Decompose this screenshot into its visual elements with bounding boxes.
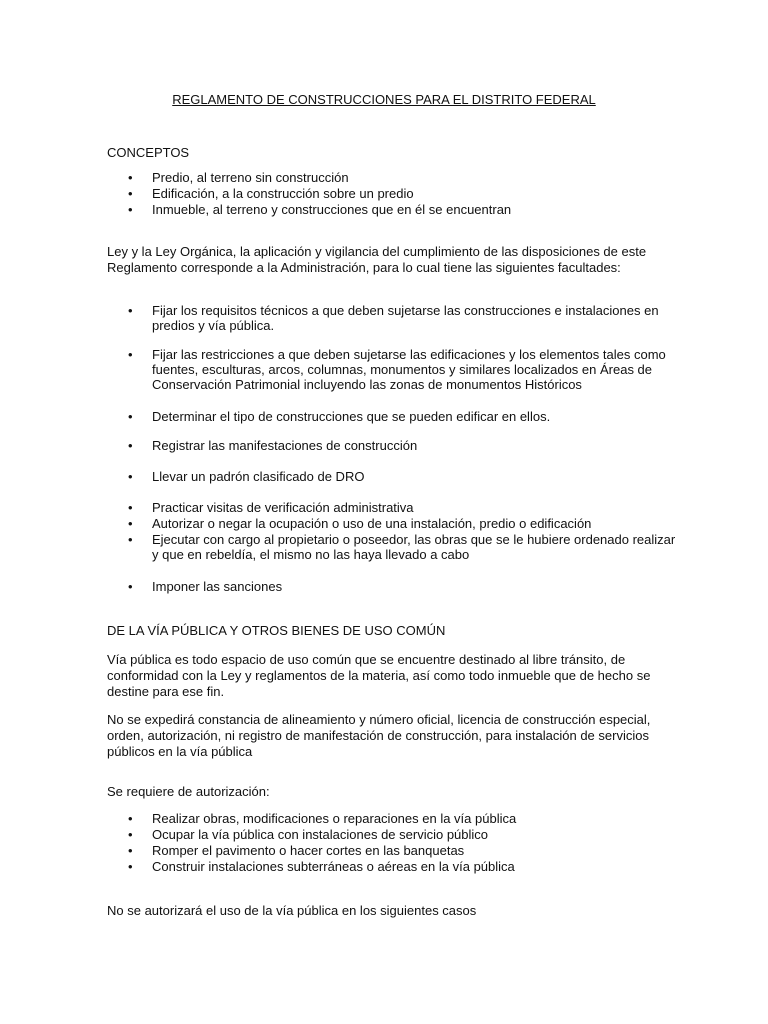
facultad-item-continuation: predios y vía pública. bbox=[152, 318, 275, 333]
facultad-item: Llevar un padrón clasificado de DRO bbox=[152, 469, 365, 484]
facultad-item-continuation: y que en rebeldía, el mismo no las haya llevado a cabo bbox=[152, 547, 470, 562]
bullet-icon: • bbox=[128, 303, 133, 318]
bullet-icon: • bbox=[128, 532, 133, 547]
bullet-icon: • bbox=[128, 843, 133, 858]
facultad-item: Registrar las manifestaciones de construcción bbox=[152, 438, 418, 453]
via-publica-paragraph-line: conformidad con la Ley y reglamentos de la materia, así como todo inmueble que de hecho se bbox=[107, 668, 651, 683]
concepto-item: Edificación, a la construcción sobre un predio bbox=[152, 186, 414, 201]
bullet-icon: • bbox=[128, 186, 133, 201]
via-publica-paragraph-line: destine para ese fin. bbox=[107, 684, 225, 699]
autorizacion-item: Romper el pavimento o hacer cortes en las banquetas bbox=[152, 843, 465, 858]
bullet-icon: • bbox=[128, 202, 133, 217]
intro-paragraph-line: Reglamento corresponde a la Administración, para lo cual tiene las siguientes facultades: bbox=[107, 260, 621, 275]
bullet-icon: • bbox=[128, 516, 133, 531]
bullet-icon: • bbox=[128, 347, 133, 362]
concepto-item: Predio, al terreno sin construcción bbox=[152, 170, 349, 185]
bullet-icon: • bbox=[128, 811, 133, 826]
document-title: REGLAMENTO DE CONSTRUCCIONES PARA EL DISTRITO FEDERAL bbox=[172, 92, 596, 107]
facultad-item: Practicar visitas de verificación administrativa bbox=[152, 500, 414, 515]
facultad-item: Autorizar o negar la ocupación o uso de una instalación, predio o edificación bbox=[152, 516, 592, 531]
constancia-paragraph-line: públicos en la vía pública bbox=[107, 744, 253, 759]
bullet-icon: • bbox=[128, 469, 133, 484]
autorizacion-item: Construir instalaciones subterráneas o aéreas en la vía pública bbox=[152, 859, 515, 874]
bullet-icon: • bbox=[128, 579, 133, 594]
facultad-item: Imponer las sanciones bbox=[152, 579, 283, 594]
facultad-item-continuation: fuentes, esculturas, arcos, columnas, monumentos y similares localizados en Áreas de bbox=[152, 362, 653, 377]
bullet-icon: • bbox=[128, 500, 133, 515]
bullet-icon: • bbox=[128, 438, 133, 453]
facultad-item-continuation: Conservación Patrimonial incluyendo las zonas de monumentos Históricos bbox=[152, 377, 582, 392]
conceptos-heading: CONCEPTOS bbox=[107, 145, 190, 160]
bullet-icon: • bbox=[128, 170, 133, 185]
via-publica-heading: DE LA VÍA PÚBLICA Y OTROS BIENES DE USO COMÚN bbox=[107, 623, 446, 638]
concepto-item: Inmueble, al terreno y construcciones que en él se encuentran bbox=[152, 202, 512, 217]
intro-paragraph-line: Ley y la Ley Orgánica, la aplicación y vigilancia del cumplimiento de las disposiciones de este bbox=[107, 244, 647, 259]
constancia-paragraph-line: No se expedirá constancia de alineamiento y número oficial, licencia de construcción especial, bbox=[107, 712, 651, 727]
autorizacion-heading: Se requiere de autorización: bbox=[107, 784, 270, 799]
closing-line: No se autorizará el uso de la vía pública en los siguientes casos bbox=[107, 903, 477, 918]
facultad-item: Fijar las restricciones a que deben sujetarse las edificaciones y los elementos tales como bbox=[152, 347, 666, 362]
constancia-paragraph-line: orden, autorización, ni registro de manifestación de construcción, para instalación de servicios bbox=[107, 728, 649, 743]
autorizacion-item: Realizar obras, modificaciones o reparaciones en la vía pública bbox=[152, 811, 517, 826]
facultad-item: Determinar el tipo de construcciones que se pueden edificar en ellos. bbox=[152, 409, 551, 424]
bullet-icon: • bbox=[128, 409, 133, 424]
facultad-item: Ejecutar con cargo al propietario o poseedor, las obras que se le hubiere ordenado realizar bbox=[152, 532, 676, 547]
autorizacion-item: Ocupar la vía pública con instalaciones de servicio público bbox=[152, 827, 489, 842]
bullet-icon: • bbox=[128, 859, 133, 874]
bullet-icon: • bbox=[128, 827, 133, 842]
via-publica-paragraph-line: Vía pública es todo espacio de uso común que se encuentre destinado al libre tránsito, de bbox=[107, 652, 626, 667]
facultad-item: Fijar los requisitos técnicos a que deben sujetarse las construcciones e instalaciones en bbox=[152, 303, 659, 318]
